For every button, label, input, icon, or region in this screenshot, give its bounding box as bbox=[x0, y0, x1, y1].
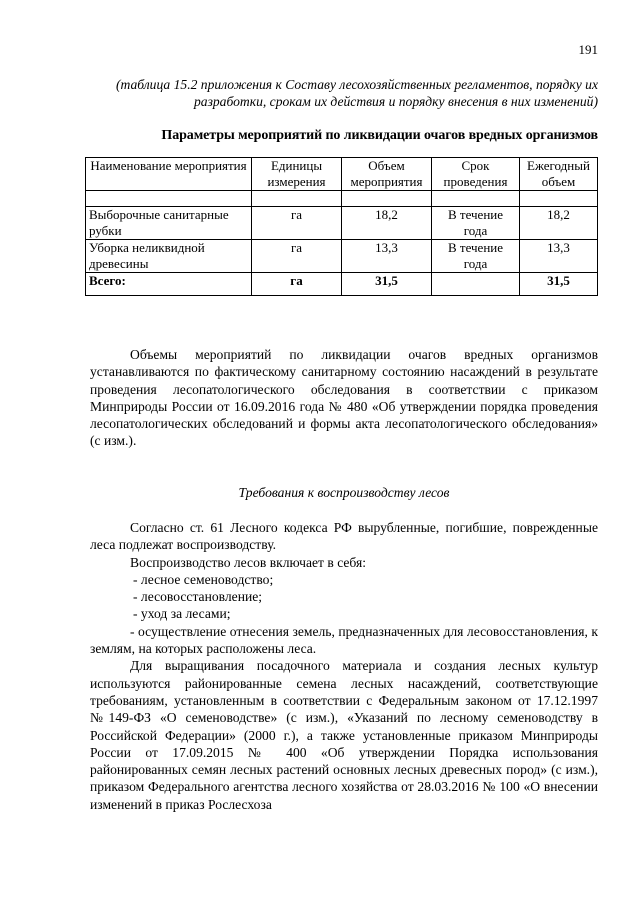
table-spacer-row bbox=[86, 191, 598, 207]
table-title: Параметры мероприятий по ликвидации очагов вредных организмов bbox=[161, 128, 598, 143]
cell-volume: 13,3 bbox=[342, 240, 432, 273]
volumes-paragraph-block bbox=[90, 346, 598, 450]
volumes-paragraph: Объемы мероприятий по ликвидации очагов вредных организмов устанавливаются по фактическому санитарному состоянию насаждений в результате проведения лесопатологического обследования в соответствии с приказом Минприроды России от 16.09.2016 года № 480 «Об утверждении порядка проведения лесопатологических обследований и формы акта лесопатологического обследования» (с изм.). bbox=[90, 347, 598, 449]
cell-annual: 18,2 bbox=[520, 207, 598, 240]
reproduction-paragraph: Согласно ст. 61 Лесного кодекса РФ вырубленные, погибшие, поврежденные леса подлежат воспроизводству. bbox=[90, 520, 598, 553]
table-row bbox=[86, 240, 598, 273]
table-header-row bbox=[86, 158, 598, 191]
list-item: - лесовосстановление; bbox=[133, 589, 263, 605]
appendix-note: (таблица 15.2 приложения к Составу лесохозяйственных регламентов, порядку их разработки, срокам их действия и порядку внесения в них изменений) bbox=[115, 77, 598, 109]
cell-term: В течение года bbox=[432, 240, 520, 273]
reproduction-block bbox=[90, 519, 598, 813]
cell-unit: га bbox=[252, 207, 342, 240]
list-item: - осуществление отнесения земель, предназначенных для лесовосстановления, к землям, на которых расположены леса. bbox=[90, 623, 598, 657]
section-heading: Требования к воспроизводству лесов bbox=[238, 485, 450, 500]
page-number: 191 bbox=[578, 42, 598, 57]
cell-name: Выборочные санитарные рубки bbox=[86, 207, 252, 240]
table-row bbox=[86, 207, 598, 240]
includes-paragraph: Воспроизводство лесов включает в себя: bbox=[130, 554, 367, 570]
cell-total-annual: 31,5 bbox=[520, 273, 598, 296]
cell-total-term bbox=[432, 273, 520, 296]
table-total-row bbox=[86, 273, 598, 296]
header-name: Наименование мероприятия bbox=[86, 158, 252, 191]
cell-volume: 18,2 bbox=[342, 207, 432, 240]
cell-total-unit: га bbox=[252, 273, 342, 296]
cell-name: Уборка неликвидной древесины bbox=[86, 240, 252, 273]
cell-term: В течение года bbox=[432, 207, 520, 240]
header-term: Срок проведения bbox=[432, 158, 520, 191]
measures-table bbox=[85, 157, 598, 296]
list-item: - лесное семеноводство; bbox=[133, 571, 274, 587]
cell-annual: 13,3 bbox=[520, 240, 598, 273]
cell-unit: га bbox=[252, 240, 342, 273]
list-item: - уход за лесами; bbox=[133, 606, 231, 622]
cell-total-volume: 31,5 bbox=[342, 273, 432, 296]
cell-total-name: Всего: bbox=[86, 273, 252, 296]
seeds-paragraph: Для выращивания посадочного материала и создания лесных культур используются районированные семена лесных насаждений, соответствующие требованиям, установленным в соответствии с Федеральным законом от 17.12.1997 №149-ФЗ «О семеноводстве» (с изм.), «Указаний по лесному семеноводству в Российской Федерации» (2000 г.), а также установленные приказом Минприроды России от 17.09.2015 № 400 «Об утверждении Порядка использования районированных семян лесных растений основных лесных древесных пород» (с изм.), приказом Федерального агентства лесного хозяйства от 28.03.2016 № 100 «О внесении изменений в приказ Рослесхоза bbox=[90, 658, 598, 812]
header-unit: Единицы измерения bbox=[252, 158, 342, 191]
header-annual: Ежегодный объем bbox=[520, 158, 598, 191]
header-volume: Объем мероприятия bbox=[342, 158, 432, 191]
